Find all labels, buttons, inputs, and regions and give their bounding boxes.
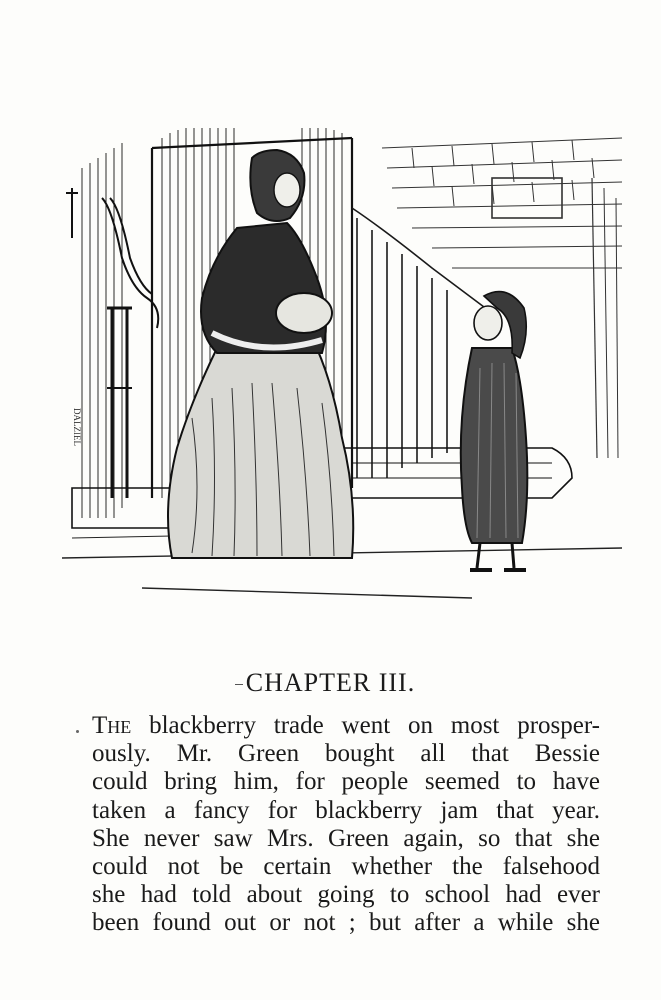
line-1-rest: blackberry trade went on most prosper-: [131, 712, 600, 739]
text-line-5: She never saw Mrs. Green again, so that she: [92, 824, 600, 852]
engraving-drawing: [52, 118, 632, 618]
text-line-7: she had told about going to school had ever: [92, 881, 600, 909]
margin-mark: [76, 730, 79, 733]
girl-figure: [461, 292, 528, 570]
text-line-1: [92, 712, 600, 740]
lead-word: The: [92, 712, 132, 739]
water-pump: [66, 188, 158, 498]
text-line-4: taken a fancy for blackberry jam that year.: [92, 796, 600, 824]
engraver-signature: DALZIEL: [72, 408, 82, 446]
text-line-3: could bring him, for people seemed to have: [92, 768, 600, 796]
text-line-6: could not be certain whether the falsehood: [92, 852, 600, 880]
woman-figure: [168, 150, 353, 558]
body-paragraph: [92, 712, 600, 938]
engraving-illustration: [52, 118, 632, 618]
text-line-8: been found out or not ; but after a while she: [92, 909, 600, 937]
chapter-heading: CHAPTER III.: [245, 668, 416, 697]
text-line-2: ously. Mr. Green bought all that Bessie: [92, 740, 600, 768]
